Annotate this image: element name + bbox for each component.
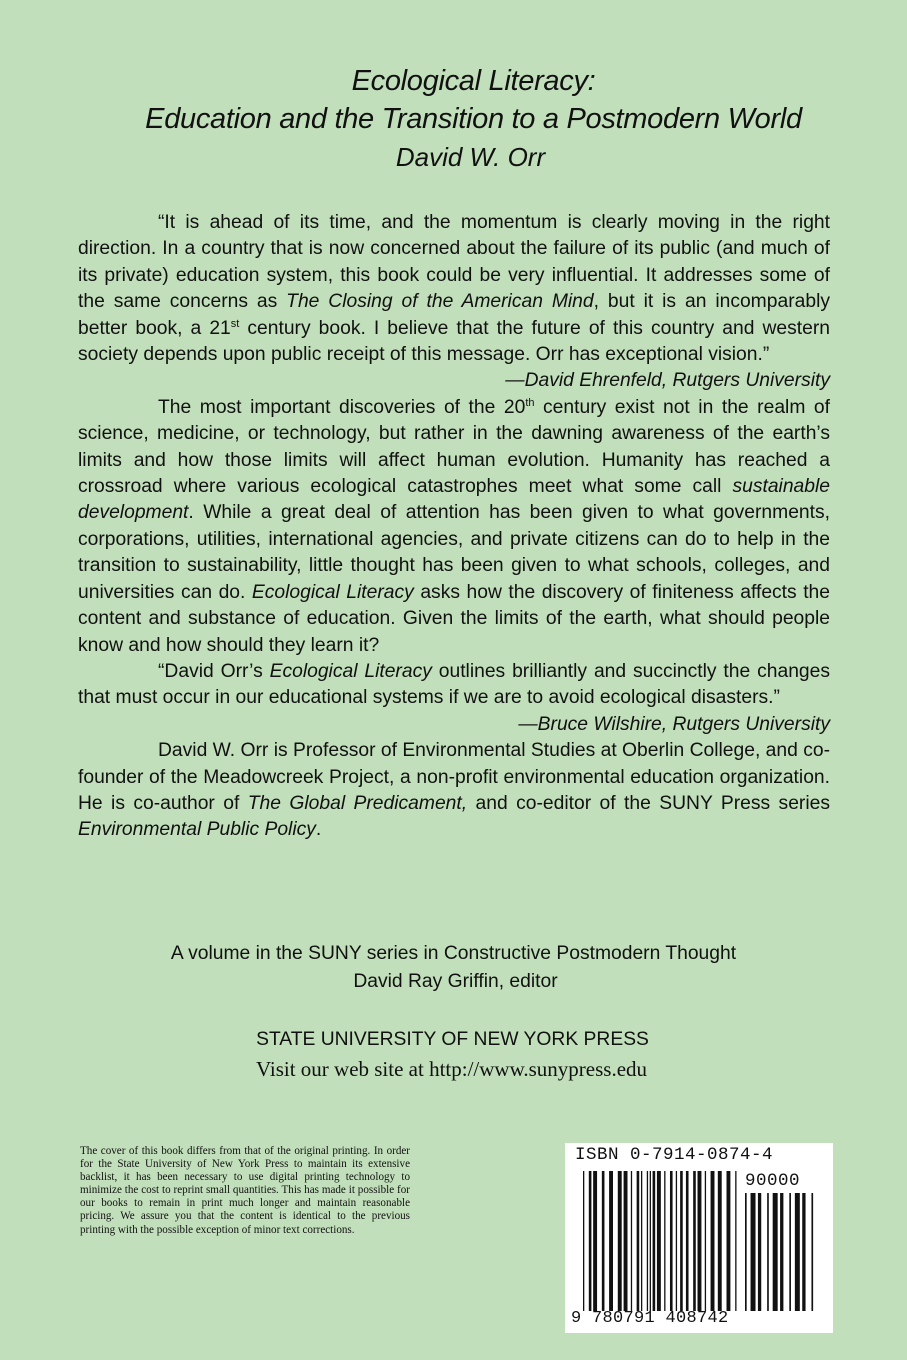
- barcode-bar: [624, 1171, 628, 1311]
- series-editor: David Ray Griffin, editor: [353, 971, 558, 992]
- barcode-bar: [802, 1193, 805, 1311]
- series-name: A volume in the SUNY series in Constructive Postmodern Thought: [170, 943, 737, 964]
- book-title-line-1: Ecological Literacy:: [351, 65, 596, 97]
- publisher-website: Visit our web site at http://www.sunypress.edu: [255, 1057, 648, 1081]
- author-bio: David W. Orr is Professor of Environmental Studies at Oberlin College, and co-founder of the Meadowcreek Project, a non-profit environmental education organization. He is co-author of The Global Predicament, and co-editor of the SUNY Press series Environmental Public Policy.: [78, 740, 830, 841]
- barcode-bar: [693, 1171, 696, 1311]
- barcode-bar: [583, 1171, 584, 1311]
- isbn-barcode: [565, 1143, 833, 1333]
- barcode-bar: [618, 1171, 622, 1311]
- barcode-bar: [795, 1193, 800, 1311]
- barcode-bar: [670, 1171, 673, 1311]
- barcode-bar: [653, 1171, 656, 1311]
- praise-quote-2: “David Orr’s Ecological Literacy outlines brilliantly and succinctly the changes that must occur in our educational systems if we are to avoid ecological disasters.”: [78, 660, 830, 709]
- price-addon-code: 90000: [745, 1171, 801, 1191]
- barcode-bar: [686, 1171, 689, 1311]
- ean-number: 9 780791 408742: [571, 1309, 729, 1328]
- barcode-bar: [641, 1171, 642, 1311]
- series-info: [0, 940, 907, 996]
- barcode-bar: [789, 1193, 791, 1311]
- publisher-info: [0, 1026, 907, 1084]
- barcode-bar: [680, 1171, 683, 1311]
- barcode-bar: [650, 1171, 651, 1311]
- barcode-bar: [647, 1171, 648, 1311]
- barcode-bar: [758, 1193, 761, 1311]
- barcode-bar: [718, 1171, 722, 1311]
- barcode-bar: [711, 1171, 715, 1311]
- barcode-bar: [631, 1171, 632, 1311]
- barcode-bar: [705, 1171, 706, 1311]
- barcode-bar: [676, 1171, 677, 1311]
- barcode-bar: [751, 1193, 756, 1311]
- book-author: David W. Orr: [395, 142, 546, 172]
- ean-barcode-bars: [583, 1171, 741, 1311]
- barcode-bar: [664, 1171, 665, 1311]
- isbn-number: ISBN 0-7914-0874-4: [575, 1145, 774, 1165]
- praise-quote-1: “It is ahead of its time, and the momentum is clearly moving in the right direction. In a country that is now concerned about the failure of its public (and much of its private) education system, this book could be very influential. It addresses some of the same concerns as The Closing of the American Mind, but it is an incomparably better book, a 21st century book. I believe that the future of this country and western society depends upon public receipt of this message. Orr has exceptional vision.”: [78, 212, 830, 366]
- praise-attribution-2: —Bruce Wilshire, Rutgers University: [518, 713, 830, 735]
- book-description: The most important discoveries of the 20th century exist not in the realm of science, medicine, or technology, but rather in the dawning awareness of the earth’s limits and how those limits will affect human evolution. Humanity has reached a crossroad where various ecological catastrophes meet what some call sustainable development. While a great deal of attention has been given to what governments, corporations, utilities, international agencies, and private citizens can do to help in the transition to sustainability, little thought has been given to what schools, colleges, and universities can do. Ecological Literacy asks how the discovery of finiteness affects the content and substance of education. Given the limits of the earth, what should people know and how should they learn it?: [78, 396, 830, 656]
- barcode-bar: [589, 1171, 592, 1311]
- book-title-line-2: Education and the Transition to a Postmodern World: [145, 103, 802, 135]
- praise-attribution-1: —David Ehrenfeld, Rutgers University: [505, 370, 830, 392]
- barcode-bar: [773, 1193, 778, 1311]
- barcode-bar: [637, 1171, 640, 1311]
- barcode-bar: [698, 1171, 702, 1311]
- barcode-bar: [811, 1193, 813, 1311]
- barcode-bar: [602, 1171, 605, 1311]
- back-cover-copy: [78, 210, 830, 844]
- barcode-bar: [593, 1171, 597, 1311]
- barcode-bar: [727, 1171, 731, 1311]
- barcode-bar: [609, 1171, 613, 1311]
- barcode-bar: [745, 1193, 747, 1311]
- printing-note: The cover of this book differs from that of the original printing. In order for the State University of New York Press to maintain its extensive backlist, it has been necessary to use digital printing technology to minimize the cost to reprint small quantities. This has made it possible for our books to remain in print much longer and maintain reasonable pricing. We assure you that the content is identical to the previous printing with the possible exception of minor text corrections.: [80, 1145, 410, 1236]
- title-block: [0, 62, 907, 176]
- barcode-bar: [767, 1193, 769, 1311]
- barcode-bar: [780, 1193, 783, 1311]
- publisher-name: STATE UNIVERSITY OF NEW YORK PRESS: [256, 1029, 649, 1050]
- addon-barcode-bars: [745, 1193, 817, 1311]
- barcode-bar: [657, 1171, 661, 1311]
- barcode-bar: [735, 1171, 736, 1311]
